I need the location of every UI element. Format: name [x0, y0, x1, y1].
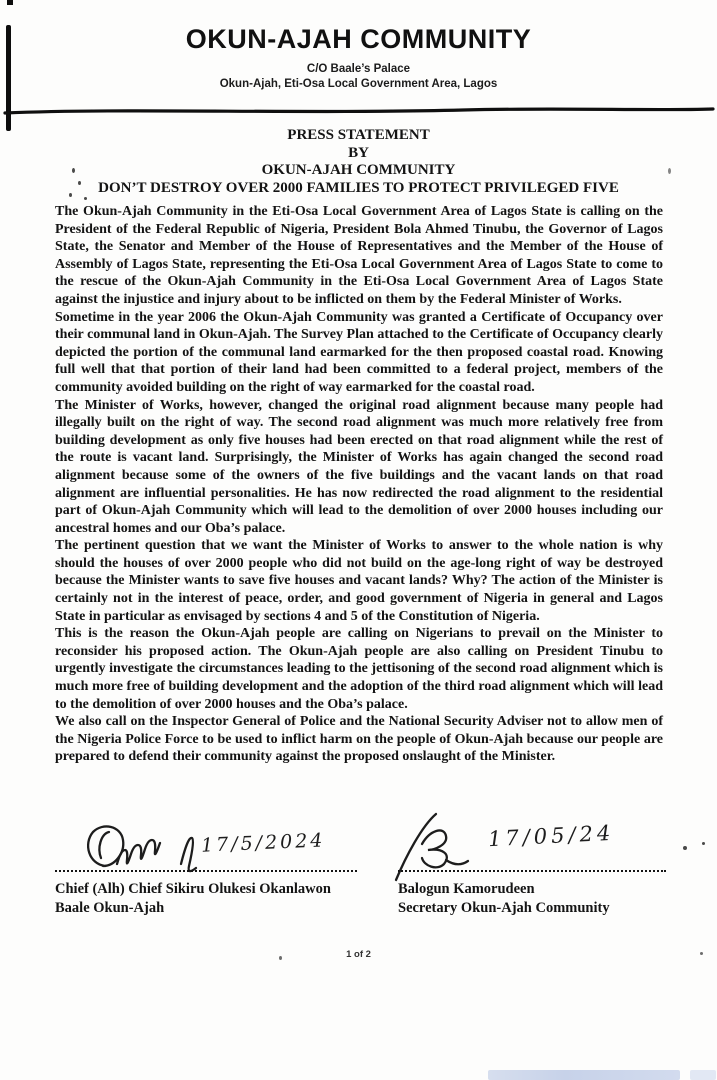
- body-paragraph: We also call on the Inspector General of Police and the National Security Adviser not to allow men of the Nigeria Police Force to be used to inflict harm on the people of Okun-Ajah because our people are prepared to defend their community against the proposed onslaught of the Minister.: [55, 714, 663, 765]
- scan-speck: [72, 168, 75, 173]
- scan-speck: [69, 193, 72, 197]
- scan-artifact-bottom-strip: [488, 1070, 680, 1080]
- organization-name: OKUN-AJAH COMMUNITY: [185, 24, 532, 54]
- address-line-2: Okun-Ajah, Eti-Osa Local Government Area, Lagos: [219, 77, 498, 90]
- signatory-role: Baale Okun-Ajah: [55, 899, 165, 916]
- statement-body: [55, 203, 663, 766]
- page-number: 1 of 2: [346, 949, 371, 960]
- scan-speck: [683, 846, 687, 850]
- title-line-4: DON’T DESTROY OVER 2000 FAMILIES TO PROTECT PRIVILEGED FIVE: [98, 179, 619, 196]
- body-paragraph: Sometime in the year 2006 the Okun-Ajah Community was granted a Certificate of Occupancy over their communal land in Okun-Ajah. The Survey Plan attached to the Certificate of Occupancy clearly depicted the portion of the communal land earmarked for the then proposed coastal road. Knowing full well that that portion of their land had been committed to a federal project, members of the community avoided building on the right of way earmarked for the coastal road.: [55, 309, 663, 395]
- scan-speck: [84, 197, 87, 200]
- body-paragraph: The pertinent question that we want the Minister of Works to answer to the whole nation is why should the houses of over 2000 people who did not build on the age-long right of way be destroyed because the Minister wants to save five houses and vacant lands? Why? The action of the Minister is certainly not in the interest of peace, order, and good government of Nigeria in general and Lagos State in particular as envisaged by sections 4 and 5 of the Constitution of Nigeria.: [55, 538, 663, 624]
- scan-speck: [78, 181, 81, 185]
- body-paragraph: The Okun-Ajah Community in the Eti-Osa Local Government Area of Lagos State is calling on the President of the Federal Republic of Nigeria, President Bola Ahmed Tinubu, the Governor of Lagos State, the Senator and Member of the House of Representatives and the Member of the House of Assembly of Lagos State, representing the Eti-Osa Local Government Area of Lagos State to come to the rescue of the Okun-Ajah Community in the Eti-Osa Local Government Area of Lagos State against the injustice and injury about to be inflicted on them by the Federal Minister of Works.: [55, 204, 663, 307]
- letterhead-divider: [3, 105, 715, 117]
- scan-speck: [668, 168, 671, 174]
- title-line-2: BY: [348, 144, 369, 161]
- scan-artifact-top-nub: [7, 0, 13, 5]
- address-line-1: C/O Baale’s Palace: [306, 63, 411, 75]
- signatory-role: Secretary Okun-Ajah Community: [398, 899, 610, 916]
- signature-row: [0, 818, 717, 938]
- body-paragraph: This is the reason the Okun-Ajah people are calling on Nigerians to prevail on the Minister to reconsider his proposed action. The Okun-Ajah people are also calling on President Tinubu to urgently investigate the circumstances leading to the jettisoning of the second road alignment which is much more free of building development and the adoption of the third road alignment which will lead to the demolition of over 2000 houses and the Oba’s palace.: [55, 626, 663, 712]
- signature-dotted-line: [398, 870, 666, 872]
- scan-artifact-bottom-strip: [690, 1070, 716, 1080]
- statement-title: [0, 127, 717, 197]
- title-line-3: OKUN-AJAH COMMUNITY: [261, 162, 456, 179]
- letterhead: [0, 24, 717, 91]
- signature-block-secretary: [398, 818, 666, 938]
- scan-speck: [702, 842, 705, 845]
- title-line-1: PRESS STATEMENT: [287, 127, 430, 143]
- signatory-name: Chief (Alh) Chief Sikiru Olukesi Okanlawon: [55, 881, 331, 897]
- body-paragraph: The Minister of Works, however, changed the original road alignment because many people had illegally built on the right of way. The second road alignment was much more relatively free from building development as only five houses had been erected on that road alignment while the rest of the route is vacant land. Surprisingly, the Minister of Works has again changed the second road alignment because some of the owners of the five buildings and the vacant lands on that road alignment are influential personalities. He has now redirected the road alignment to the residential part of Okun-Ajah Community which will lead to the demolition of over 2000 houses including our ancestral homes and our Oba’s palace.: [55, 397, 663, 536]
- handwritten-date: 17/05/24: [487, 820, 615, 852]
- handwritten-date: 17/5/2024: [200, 829, 326, 857]
- signature-dotted-line: [55, 870, 357, 872]
- signatory-name: Balogun Kamorudeen: [398, 881, 535, 897]
- signature-block-baale: [55, 818, 357, 938]
